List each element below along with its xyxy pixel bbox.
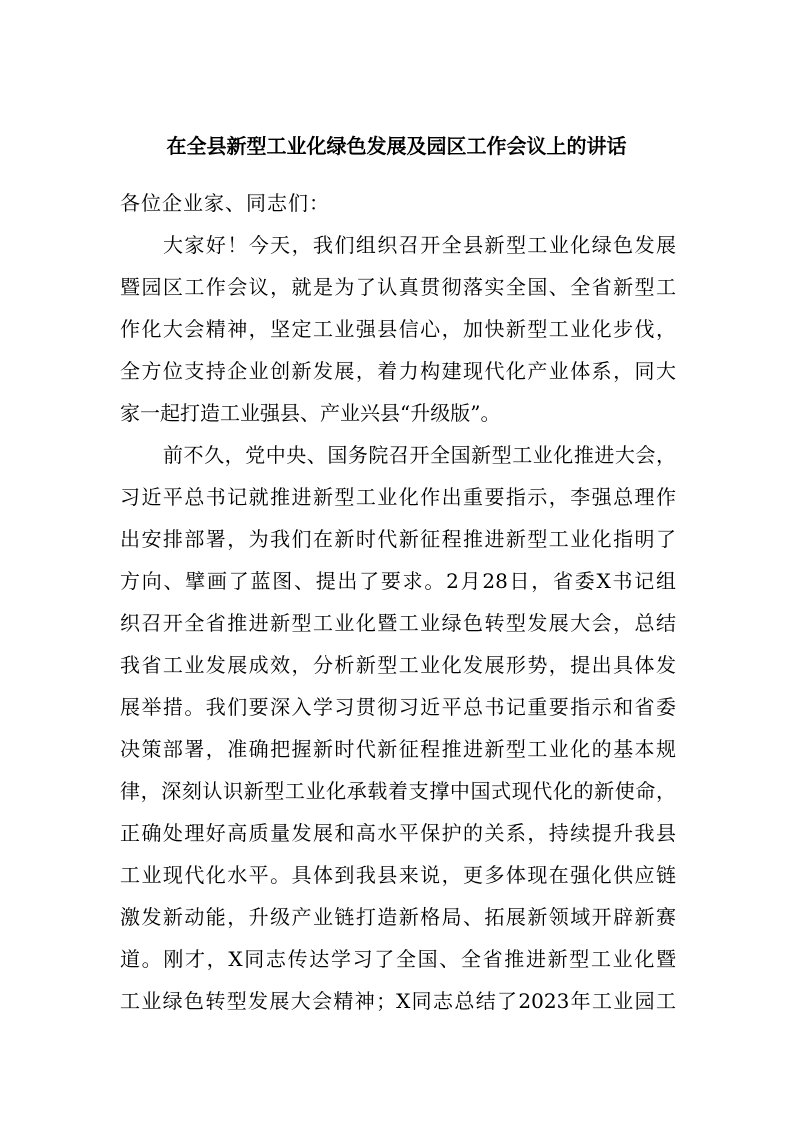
text-line: 律，深刻认识新型工业化承载着支撑中国式现代化的新使命， — [120, 779, 676, 803]
text-line: 激发新动能，升级产业链打造新格局、拓展新领域开辟新赛 — [120, 905, 676, 929]
text-line: 前不久，党中央、国务院召开全国新型工业化推进大会， — [163, 443, 676, 467]
text-line: 织召开全省推进新型工业化暨工业绿色转型发展大会，总结 — [120, 611, 676, 635]
text-line: 作化大会精神，坚定工业强县信心，加快新型工业化步伐， — [120, 317, 676, 341]
document-title: 在全县新型工业化绿色发展及园区工作会议上的讲话 — [166, 134, 627, 158]
text-line: 工业现代化水平。具体到我县来说，更多体现在强化供应链 — [120, 863, 676, 887]
salutation: 各位企业家、同志们： — [120, 191, 330, 215]
text-line: 大家好！今天，我们组织召开全县新型工业化绿色发展 — [163, 233, 676, 257]
text-line: 习近平总书记就推进新型工业化作出重要指示，李强总理作 — [120, 485, 676, 509]
text-line: 决策部署，准确把握新时代新征程推进新型工业化的基本规 — [120, 737, 676, 761]
text-line: 出安排部署，为我们在新时代新征程推进新型工业化指明了 — [120, 527, 676, 551]
text-line: 我省工业发展成效，分析新型工业化发展形势，提出具体发 — [120, 653, 676, 677]
text-line: 道。刚才，X同志传达学习了全国、全省推进新型工业化暨 — [120, 947, 676, 971]
text-line: 暨园区工作会议，就是为了认真贯彻落实全国、全省新型工 — [120, 275, 676, 299]
text-line: 正确处理好高质量发展和高水平保护的关系，持续提升我县 — [120, 821, 676, 845]
text-line: 方向、擘画了蓝图、提出了要求。2月28日，省委X书记组 — [120, 569, 676, 593]
text-line: 全方位支持企业创新发展，着力构建现代化产业体系，同大 — [120, 359, 676, 383]
text-line: 家一起打造工业强县、产业兴县“升级版”。 — [120, 401, 501, 425]
text-line: 展举措。我们要深入学习贯彻习近平总书记重要指示和省委 — [120, 695, 676, 719]
text-line: 工业绿色转型发展大会精神；X同志总结了2023年工业园工 — [120, 989, 676, 1013]
